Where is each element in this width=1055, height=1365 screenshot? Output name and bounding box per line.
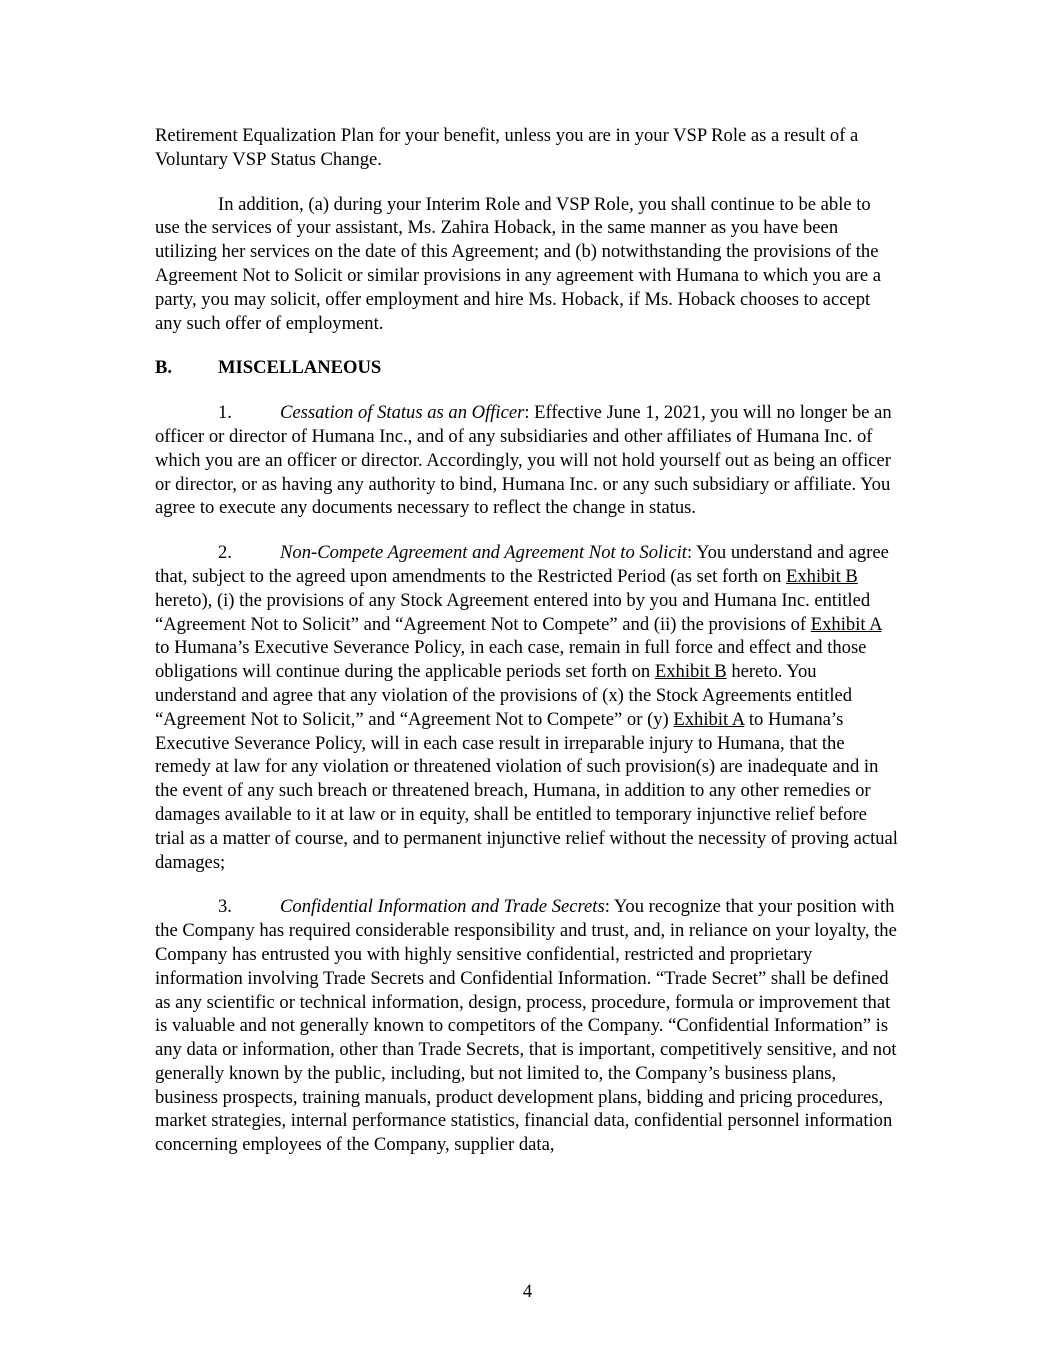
exhibit-a-reference: Exhibit A [810, 613, 882, 635]
item-text-segment: to Humana’s Executive Severance Policy, will in each case result in irreparable injury to Humana, that the remedy at law for any violation or threatened violation of such provision(s) are inadequate and in the event of any such breach or threatened breach, Humana, in addition to any other remedies or damages available to it at law or in equity, shall be entitled to temporary injunctive relief before trial as a matter of course, and to permanent injunctive relief without the necessity of proving actual damages; [155, 708, 898, 873]
item-text-segment: hereto. You understand and agree that any violation of the provisions of (x) the Stock Agreements entitled “Agreement Not to Solicit,” and “Agreement Not to Compete” or (y) [155, 661, 853, 730]
item-3-confidential-information [155, 895, 900, 1157]
section-b-heading [155, 356, 900, 380]
item-1-cessation [155, 401, 900, 520]
item-text-segment: to Humana’s Executive Severance Policy, in each case, remain in full force and effect and those obligations will continue during the applicable periods set forth on [155, 637, 867, 683]
item-text-segment: : You understand and agree that, subject to the agreed upon amendments to the Restricted Period (as set forth on [155, 542, 889, 587]
interim-role-text: In addition, (a) during your Interim Role and VSP Role, you shall continue to be able to use the services of your assistant, Ms. Zahira Hoback, in the same manner as you have been utilizing her services on the date of this Agreement; and (b) notwithstanding the provisions of the Agreement Not to Solicit or similar provisions in any agreement with Humana to which you are a party, you may solicit, offer employment and hire Ms. Hoback, if Ms. Hoback chooses to accept any such offer of employment. [155, 193, 882, 334]
item-text-segment: hereto), (i) the provisions of any Stock Agreement entered into by you and Humana Inc. entitled “Agreement Not to Solicit” and “Agreement Not to Compete” and (ii) the provisions of [155, 589, 871, 635]
item-number: 1. [218, 402, 232, 424]
continuation-text: Retirement Equalization Plan for your benefit, unless you are in your VSP Role as a result of a Voluntary VSP Status Change. [155, 125, 859, 170]
continuation-paragraph [155, 124, 900, 172]
exhibit-b-reference: Exhibit B [786, 565, 858, 587]
item-title: Cessation of Status as an Officer [280, 402, 525, 424]
page-number: 4 [522, 1281, 533, 1302]
item-number: 3. [218, 896, 232, 918]
exhibit-b-reference: Exhibit B [654, 661, 727, 683]
item-2-non-compete [155, 541, 900, 874]
section-title: MISCELLANEOUS [218, 357, 382, 379]
section-letter: B. [155, 357, 173, 379]
page-body [155, 124, 900, 1178]
item-number: 2. [218, 542, 232, 564]
item-title: Confidential Information and Trade Secrets [280, 896, 605, 918]
interim-role-paragraph [155, 193, 900, 336]
exhibit-a-reference: Exhibit A [673, 708, 745, 730]
item-body: : You recognize that your position with the Company has required considerable responsibility and trust, and, in reliance on your loyalty, the Company has entrusted you with highly sensitive confidential, restricted and proprietary information involving Trade Secrets and Confidential Information. “Trade Secret” shall be defined as any scientific or technical information, design, process, procedure, formula or improvement that is valuable and not generally known to competitors of the Company. “Confidential Information” is any data or information, other than Trade Secrets, that is important, competitively sensitive, and not generally known by the public, including, but not limited to, the Company’s business plans, business prospects, training manuals, product development plans, bidding and pricing procedures, market strategies, internal performance statistics, financial data, confidential personnel information concerning employees of the Company, supplier data, [155, 896, 897, 1156]
item-title: Non-Compete Agreement and Agreement Not to Solicit [280, 542, 687, 564]
item-body: : Effective June 1, 2021, you will no longer be an officer or director of Humana Inc., and of any subsidiaries and other affiliates of Humana Inc. of which you are an officer or director. Accordingly, you will not hold yourself out as being an officer or director, or as having any authority to bind, Humana Inc. or any such subsidiary or affiliate. You agree to execute any documents necessary to reflect the change in status. [155, 402, 892, 519]
